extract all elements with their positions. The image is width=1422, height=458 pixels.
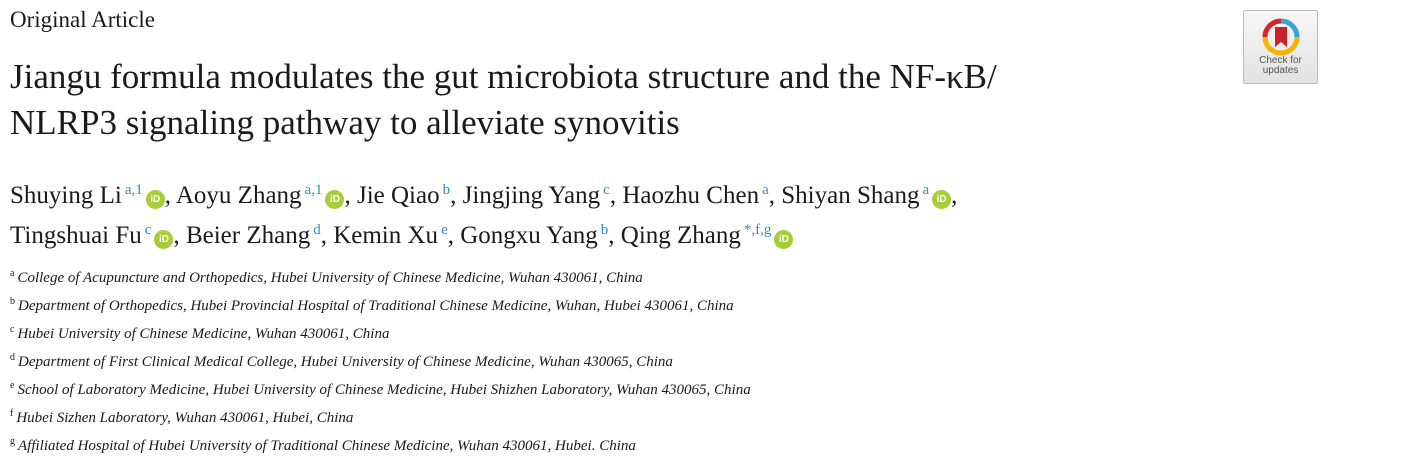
affiliation-item [10,318,751,346]
orcid-icon[interactable]: iD [146,190,165,209]
author-name[interactable]: Kemin Xu [333,222,439,249]
author: Aoyu Zhang $^{a,1}$iD , [175,182,357,209]
affiliation-text: Hubei Sizhen Laboratory, Wuhan 430061, Hubei, China [16,410,354,426]
author: Jie Qiao $^b$, [356,182,463,209]
author-name[interactable]: Shiyan Shang [781,182,920,209]
affiliation-item [10,262,751,290]
affiliation-text: College of Acupuncture and Orthopedics, Hubei University of Chinese Medicine, Wuhan 430061, China [17,270,643,286]
affiliation-mark: b [10,296,15,307]
author-name[interactable]: Qing Zhang [620,222,741,249]
author-list [10,173,1310,253]
article-title-line-2: NLRP3 signaling pathway to alleviate synovitis [10,103,680,142]
orcid-icon[interactable]: iD [325,190,344,209]
article-type-label: Original Article [10,7,155,32]
author-line [10,213,1310,253]
author-name[interactable]: Tingshuai Fu [10,222,142,249]
affiliation-mark: a [10,268,15,279]
affiliation-text: School of Laboratory Medicine, Hubei University of Chinese Medicine, Hubei Shizhen Laboratory, Wuhan 430065, China [17,382,751,398]
crossmark-icon [1262,18,1300,56]
affiliation-marker[interactable]: a [762,182,769,198]
affiliation-marker[interactable]: *,f,g [743,222,772,238]
orcid-icon[interactable]: iD [774,230,793,249]
affiliation-text: Department of First Clinical Medical College, Hubei University of Chinese Medicine, Wuhan 430065, China [18,354,673,370]
affiliation-text: Affiliated Hospital of Hubei University of Traditional Chinese Medicine, Wuhan 430061, Hubei. China [18,438,636,454]
affiliation-marker[interactable]: c [603,182,610,198]
author-line [10,173,1310,213]
affiliation-item [10,402,751,430]
author: Shiyan Shang $^a$iD , [781,182,958,209]
author-name[interactable]: Jie Qiao [356,182,440,209]
affiliation-item [10,430,751,458]
author-name[interactable]: Haozhu Chen [622,182,760,209]
author: Gongxu Yang $^b$, [460,222,621,249]
affiliation-mark: e [10,380,15,391]
author: Haozhu Chen $^a$, [622,182,782,209]
affiliation-text: Department of Orthopedics, Hubei Provincial Hospital of Traditional Chinese Medicine, Wuhan, Hubei 430061, China [18,298,734,314]
check-for-updates-label: Check for updates [1259,55,1302,76]
affiliation-marker[interactable]: e [441,222,448,238]
affiliation-marker[interactable]: b [600,222,609,238]
affiliation-marker[interactable]: c [144,222,152,238]
author-name[interactable]: Jingjing Yang [462,182,601,209]
affiliation-item [10,346,751,374]
author-name[interactable]: Shuying Li [10,182,122,209]
affiliation-mark: d [10,352,15,363]
author: Jingjing Yang $^c$, [462,182,623,209]
affiliation-mark: f [10,408,14,419]
article-title-line-1: Jiangu formula modulates the gut microbiota structure and the NF-κB/ [10,57,997,96]
author: Shuying Li $^{a,1}$iD , [10,182,176,209]
affiliation-item [10,374,751,402]
author: Beier Zhang $^d$, [185,222,334,249]
author: Tingshuai Fu $^c$iD , [10,222,186,249]
orcid-icon[interactable]: iD [154,230,173,249]
author: Kemin Xu $^e$, [333,222,461,249]
check-for-updates-button[interactable] [1243,10,1318,84]
affiliation-marker[interactable]: a,1 [124,182,143,198]
affiliation-mark: c [10,324,15,335]
author-name[interactable]: Gongxu Yang [460,222,598,249]
affiliation-marker[interactable]: a,1 [304,182,323,198]
orcid-icon[interactable]: iD [932,190,951,209]
affiliation-list [10,262,751,458]
affiliation-marker[interactable]: d [313,222,321,238]
affiliation-text: Hubei University of Chinese Medicine, Wuhan 430061, China [17,326,390,342]
author [621,222,794,249]
affiliation-mark: g [10,436,15,447]
author-name[interactable]: Beier Zhang [185,222,311,249]
affiliation-item [10,290,751,318]
author-name[interactable]: Aoyu Zhang [175,182,302,209]
article-title [10,54,1190,146]
affiliation-marker[interactable]: b [442,182,451,198]
affiliation-marker[interactable]: a [922,182,930,198]
